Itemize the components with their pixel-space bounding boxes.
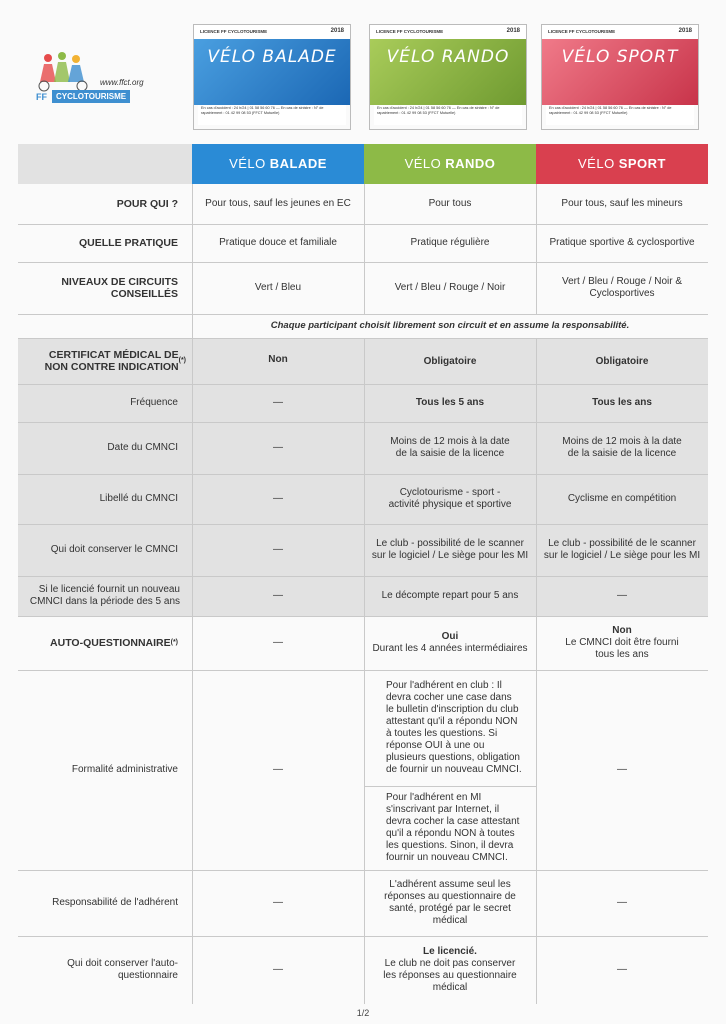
card-year: 2018: [506, 28, 520, 34]
card-footer: En cas d'accident : 24 h/24 | 01 58 56 60 76 — En cas de sinistre : N° de rapatriement : 01 42 99 08 53 (FFCT Mutuelle): [546, 105, 694, 125]
grid-line: [18, 524, 708, 525]
cell-conserver-auto-sport: —: [617, 964, 627, 975]
card-footer: En cas d'accident : 24 h/24 | 01 58 56 60 76 — En cas de sinistre : N° de rapatriement : 01 42 99 08 53 (FFCT Mutuelle): [198, 105, 346, 125]
cell-pour-qui-balade: Pour tous, sauf les jeunes en EC: [205, 198, 351, 209]
column-header-rando: VÉLO RANDO: [364, 144, 536, 184]
column-header-balade: VÉLO BALADE: [192, 144, 364, 184]
logo-ff: FF: [36, 92, 47, 102]
grid-line: [18, 314, 708, 315]
cell-frequence-rando: Tous les 5 ans: [415, 397, 485, 408]
card-licence: LICENCE FF CYCLOTOURISME: [200, 29, 268, 34]
card-licence: LICENCE FF CYCLOTOURISME: [548, 29, 616, 34]
auto-rando-title: Oui: [441, 631, 459, 642]
cyclists-icon: [34, 52, 104, 92]
cell-date-sport: Moins de 12 mois à la date de la saisie de la licence: [562, 436, 682, 459]
card-year: 2018: [678, 28, 692, 34]
row-label-pour-qui: POUR QUI ?: [116, 198, 178, 210]
ffct-logo: [28, 52, 178, 114]
grid-line: [364, 184, 365, 314]
card-title: VÉLO BALADE: [207, 47, 337, 67]
circuit-note: Chaque participant choisit librement son circuit et en assume la responsabilité.: [270, 320, 630, 331]
row-label-conserver-auto: Qui doit conserver l'auto-questionnaire: [67, 958, 178, 981]
cell-responsabilite-balade: —: [273, 897, 283, 908]
card-title: VÉLO RANDO: [386, 47, 510, 67]
cell-auto-rando: [364, 616, 536, 670]
cell-pratique-rando: Pratique régulière: [410, 237, 490, 248]
card-year: 2018: [330, 28, 344, 34]
cell-date-balade: —: [273, 442, 283, 453]
conserver-auto-title: Le licencié.: [423, 946, 477, 957]
cell-conserver-balade: —: [273, 544, 283, 555]
row-label-niveaux: NIVEAUX DE CIRCUITS CONSEILLÉS: [61, 276, 178, 300]
cell-formalite-rando-mi: Pour l'adhérent en MI s'inscrivant par Internet, il devra cocher la case attestant qu'il a répondu NON à toutes les questions. Sinon, il devra fournir un nouveau CMNCI.: [386, 792, 520, 863]
licence-card-rando: [369, 24, 527, 130]
row-label-formalite: Formalité administrative: [71, 764, 178, 775]
auto-rando-text: Durant les 4 années intermédiaires: [372, 643, 528, 654]
grid-line: [18, 936, 708, 937]
cell-auto-balade: —: [273, 637, 283, 648]
cell-conserver-sport: Le club - possibilité de le scanner sur le logiciel / Le siège pour les MI: [543, 538, 701, 561]
cell-nouveau-balade: —: [273, 590, 283, 601]
cell-responsabilite-sport: —: [617, 897, 627, 908]
cell-niveaux-rando: Vert / Bleu / Rouge / Noir: [394, 282, 506, 293]
card-footer: En cas d'accident : 24 h/24 | 01 58 56 60 76 — En cas de sinistre : N° de rapatriement : 01 42 99 08 53 (FFCT Mutuelle): [374, 105, 522, 125]
cell-frequence-balade: —: [273, 397, 283, 408]
cell-niveaux-sport: Vert / Bleu / Rouge / Noir & Cyclosportives: [561, 276, 683, 299]
auto-sport-title: Non: [612, 625, 632, 636]
logo-site[interactable]: www.ffct.org: [100, 78, 144, 87]
card-licence: LICENCE FF CYCLOTOURISME: [376, 29, 444, 34]
row-label-pratique: QUELLE PRATIQUE: [79, 237, 178, 249]
grid-line: [18, 616, 708, 617]
row-label-conserver: Qui doit conserver le CMNCI: [50, 544, 178, 555]
cell-formalite-balade: —: [273, 764, 283, 775]
row-label-date: Date du CMNCI: [107, 442, 178, 453]
cell-conserver-rando: Le club - possibilité de le scanner sur le logiciel / Le siège pour les MI: [371, 538, 529, 561]
cell-nouveau-rando: Le décompte repart pour 5 ans: [381, 590, 519, 601]
page-number: 1/2: [356, 1008, 370, 1018]
grid-line: [536, 338, 537, 1004]
cell-frequence-sport: Tous les ans: [592, 397, 652, 408]
card-title: VÉLO SPORT: [561, 47, 679, 67]
cell-nouveau-sport: —: [617, 590, 627, 601]
cell-libelle-sport: Cyclisme en compétition: [567, 493, 677, 504]
logo-cyclotourisme: CYCLOTOURISME: [52, 90, 130, 103]
grid-line: [364, 786, 536, 787]
auto-sport-text: Le CMNCI doit être fourni tous les ans: [565, 637, 679, 660]
row-label-responsabilite: Responsabilité de l'adhérent: [52, 897, 178, 908]
cell-formalite-sport: —: [617, 764, 627, 775]
cell-certificat-sport: Obligatoire: [595, 356, 649, 367]
column-header-sport: VÉLO SPORT: [536, 144, 708, 184]
cell-pratique-sport: Pratique sportive & cyclosportive: [549, 237, 695, 248]
cell-certificat-rando: Obligatoire: [423, 356, 477, 367]
cell-responsabilite-rando: L'adhérent assume seul les réponses au questionnaire de santé, protégé par le secret médical: [384, 879, 516, 926]
cell-niveaux-balade: Vert / Bleu: [254, 282, 302, 293]
grid-line: [536, 184, 537, 314]
cell-conserver-auto-rando: [364, 936, 536, 1004]
grid-line: [18, 338, 708, 339]
cell-pratique-balade: Pratique douce et familiale: [219, 237, 337, 248]
comparison-table: [18, 144, 708, 1004]
row-label-frequence: Fréquence: [130, 397, 178, 408]
grid-line: [18, 224, 708, 225]
grid-line: [18, 870, 708, 871]
cell-libelle-rando: Cyclotourisme - sport - activité physique et sportive: [388, 487, 512, 510]
conserver-auto-text: Le club ne doit pas conserver les réponses au questionnaire médical: [383, 958, 517, 993]
grid-line: [18, 474, 708, 475]
cell-auto-sport: [536, 616, 708, 670]
row-label-auto-questionnaire: AUTO-QUESTIONNAIRE (*): [50, 637, 178, 649]
cell-pour-qui-rando: Pour tous: [428, 198, 472, 209]
grid-line: [18, 576, 708, 577]
grid-line: [192, 184, 193, 1004]
cell-libelle-balade: —: [273, 493, 283, 504]
cell-formalite-rando-club: Pour l'adhérent en club : Il devra cocher une case dans le bulletin d'inscription du club attestant qu'il a répondu NON à toutes les questions. Si réponse OUI à une ou plusieurs questions, obligation de fournir un nouveau CMNCI.: [386, 680, 522, 775]
grid-line: [364, 338, 365, 1004]
licence-card-sport: [541, 24, 699, 130]
row-label-libelle: Libellé du CMNCI: [99, 493, 178, 504]
cell-certificat-balade: Non: [268, 354, 288, 365]
cell-date-rando: Moins de 12 mois à la date de la saisie de la licence: [390, 436, 510, 459]
row-label-nouveau: Si le licencié fournit un nouveau CMNCI dans la période des 5 ans: [29, 584, 180, 607]
licence-card-balade: [193, 24, 351, 130]
grid-line: [18, 422, 708, 423]
cell-conserver-auto-balade: —: [273, 964, 283, 975]
grid-line: [18, 670, 708, 671]
grid-line: [18, 384, 708, 385]
cell-pour-qui-sport: Pour tous, sauf les mineurs: [561, 198, 683, 209]
grid-line: [18, 262, 708, 263]
row-label-certificat: CERTIFICAT MÉDICAL DE NON CONTRE INDICATION (*): [44, 349, 186, 373]
